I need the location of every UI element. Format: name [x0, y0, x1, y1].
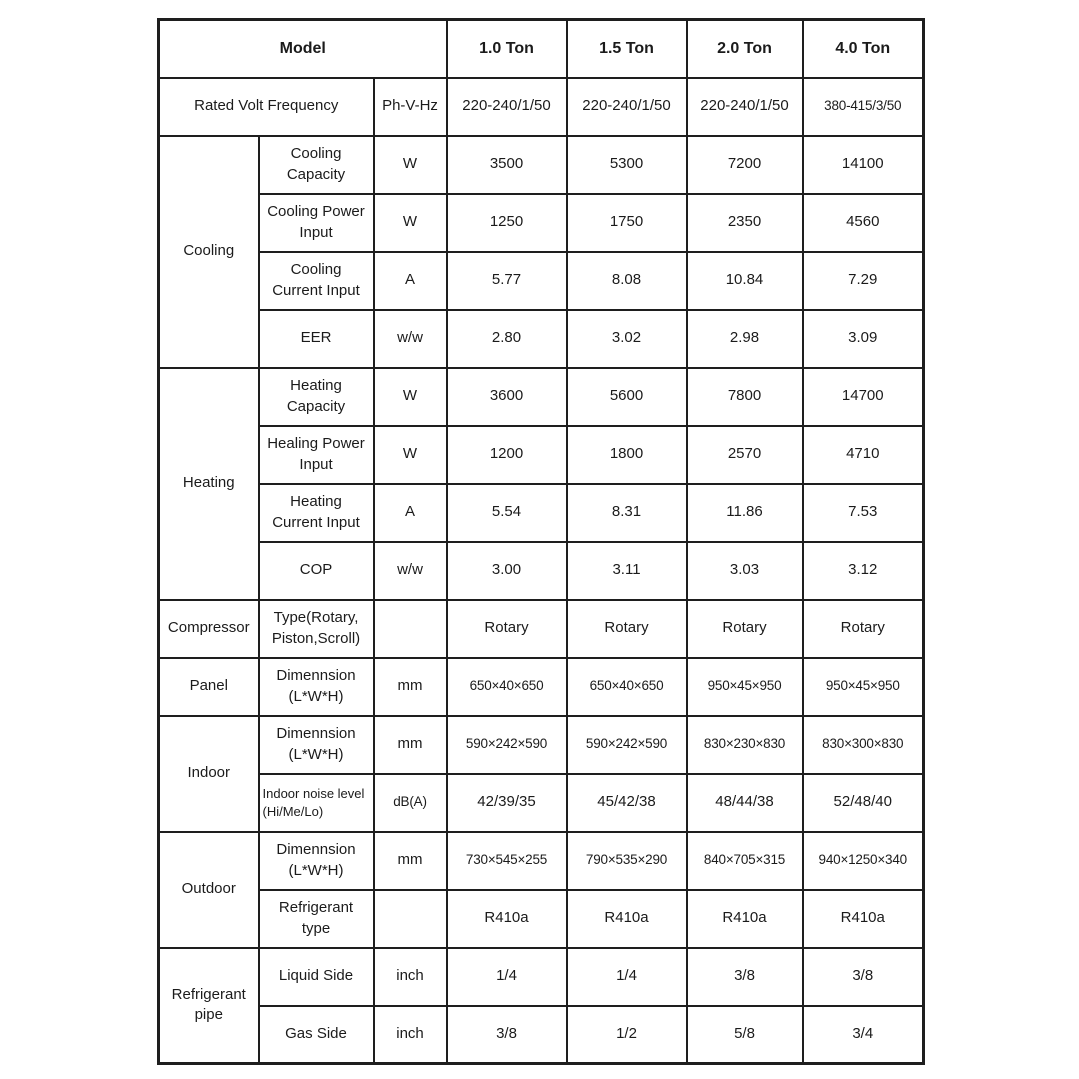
unit-cell: mm [374, 658, 447, 716]
value-cell: 7800 [687, 368, 803, 426]
table-row [159, 426, 924, 484]
value-cell: 220-240/1/50 [687, 78, 803, 136]
unit-cell: mm [374, 832, 447, 890]
value-cell: 650×40×650 [447, 658, 567, 716]
value-cell: 5.54 [447, 484, 567, 542]
value-cell: 5/8 [687, 1006, 803, 1064]
value-cell: 950×45×950 [687, 658, 803, 716]
parameter-label-cell: Indoor noise level (Hi/Me/Lo) [259, 774, 374, 832]
value-cell: 3500 [447, 136, 567, 194]
value-cell: 14100 [803, 136, 924, 194]
value-cell: 2350 [687, 194, 803, 252]
value-cell: Rotary [447, 600, 567, 658]
value-cell: 1750 [567, 194, 687, 252]
value-cell: 1250 [447, 194, 567, 252]
parameter-label-cell: Gas Side [259, 1006, 374, 1064]
value-cell: 42/39/35 [447, 774, 567, 832]
spec-table-body [159, 20, 924, 1064]
value-cell: 950×45×950 [803, 658, 924, 716]
parameter-label-cell: COP [259, 542, 374, 600]
unit-cell: W [374, 136, 447, 194]
unit-cell [374, 600, 447, 658]
table-row [159, 832, 924, 890]
unit-cell: mm [374, 716, 447, 774]
parameter-label-cell: EER [259, 310, 374, 368]
value-cell: 4560 [803, 194, 924, 252]
value-cell: 45/42/38 [567, 774, 687, 832]
table-row [159, 252, 924, 310]
value-cell: 3.11 [567, 542, 687, 600]
table-row [159, 136, 924, 194]
value-cell: 3.00 [447, 542, 567, 600]
value-cell: 11.86 [687, 484, 803, 542]
value-cell: 48/44/38 [687, 774, 803, 832]
unit-cell: A [374, 252, 447, 310]
value-cell: 1/4 [567, 948, 687, 1006]
value-cell: 1/4 [447, 948, 567, 1006]
table-row [159, 890, 924, 948]
value-cell: 2.98 [687, 310, 803, 368]
value-cell: 650×40×650 [567, 658, 687, 716]
value-cell: 940×1250×340 [803, 832, 924, 890]
value-cell: 730×545×255 [447, 832, 567, 890]
spec-table-container [157, 18, 925, 1065]
table-row [159, 948, 924, 1006]
parameter-label-cell: Dimennsion (L*W*H) [259, 832, 374, 890]
value-cell: Rotary [687, 600, 803, 658]
unit-cell: w/w [374, 310, 447, 368]
value-cell: 3600 [447, 368, 567, 426]
group-label-cell: Refrigerant pipe [159, 948, 259, 1064]
model-column-header-cell: 2.0 Ton [687, 20, 803, 78]
group-label-cell: Outdoor [159, 832, 259, 948]
parameter-label-cell: Liquid Side [259, 948, 374, 1006]
parameter-label-cell: Refrigerant type [259, 890, 374, 948]
value-cell: 380-415/3/50 [803, 78, 924, 136]
table-row [159, 600, 924, 658]
value-cell: 3/8 [447, 1006, 567, 1064]
unit-cell: W [374, 368, 447, 426]
table-row [159, 20, 924, 78]
table-row [159, 542, 924, 600]
value-cell: 3/8 [803, 948, 924, 1006]
value-cell: 590×242×590 [447, 716, 567, 774]
table-row [159, 368, 924, 426]
value-cell: 3/4 [803, 1006, 924, 1064]
value-cell: 220-240/1/50 [567, 78, 687, 136]
parameter-label-cell: Heating Capacity [259, 368, 374, 426]
parameter-label-cell: Dimennsion (L*W*H) [259, 658, 374, 716]
value-cell: Rotary [567, 600, 687, 658]
value-cell: 1/2 [567, 1006, 687, 1064]
value-cell: 5600 [567, 368, 687, 426]
unit-cell: W [374, 194, 447, 252]
value-cell: 590×242×590 [567, 716, 687, 774]
value-cell: 3.03 [687, 542, 803, 600]
unit-cell: Ph-V-Hz [374, 78, 447, 136]
value-cell: 4710 [803, 426, 924, 484]
value-cell: 830×230×830 [687, 716, 803, 774]
value-cell: 7200 [687, 136, 803, 194]
value-cell: 840×705×315 [687, 832, 803, 890]
value-cell: 3.09 [803, 310, 924, 368]
unit-cell [374, 890, 447, 948]
model-column-header-cell: 1.0 Ton [447, 20, 567, 78]
value-cell: 1800 [567, 426, 687, 484]
value-cell: 3/8 [687, 948, 803, 1006]
table-row [159, 716, 924, 774]
unit-cell: A [374, 484, 447, 542]
model-column-header-cell: 4.0 Ton [803, 20, 924, 78]
group-label-cell: Indoor [159, 716, 259, 832]
value-cell: R410a [687, 890, 803, 948]
table-row [159, 310, 924, 368]
model-column-header-cell: 1.5 Ton [567, 20, 687, 78]
value-cell: 830×300×830 [803, 716, 924, 774]
value-cell: 8.31 [567, 484, 687, 542]
unit-cell: inch [374, 948, 447, 1006]
value-cell: 2.80 [447, 310, 567, 368]
unit-cell: W [374, 426, 447, 484]
table-row [159, 1006, 924, 1064]
table-row [159, 194, 924, 252]
value-cell: 3.02 [567, 310, 687, 368]
value-cell: 52/48/40 [803, 774, 924, 832]
group-label-cell: Rated Volt Frequency [159, 78, 374, 136]
value-cell: 220-240/1/50 [447, 78, 567, 136]
unit-cell: w/w [374, 542, 447, 600]
value-cell: Rotary [803, 600, 924, 658]
table-row [159, 658, 924, 716]
unit-cell: dB(A) [374, 774, 447, 832]
parameter-label-cell: Cooling Power Input [259, 194, 374, 252]
value-cell: 7.29 [803, 252, 924, 310]
value-cell: R410a [803, 890, 924, 948]
parameter-label-cell: Heating Current Input [259, 484, 374, 542]
value-cell: 3.12 [803, 542, 924, 600]
group-label-cell: Cooling [159, 136, 259, 368]
value-cell: 790×535×290 [567, 832, 687, 890]
table-row [159, 774, 924, 832]
group-label-cell: Heating [159, 368, 259, 600]
model-header-cell: Model [159, 20, 447, 78]
group-label-cell: Panel [159, 658, 259, 716]
value-cell: 10.84 [687, 252, 803, 310]
value-cell: R410a [567, 890, 687, 948]
spec-table [157, 18, 925, 1065]
value-cell: 1200 [447, 426, 567, 484]
value-cell: R410a [447, 890, 567, 948]
value-cell: 7.53 [803, 484, 924, 542]
table-row [159, 484, 924, 542]
group-label-cell: Compressor [159, 600, 259, 658]
parameter-label-cell: Dimennsion (L*W*H) [259, 716, 374, 774]
parameter-label-cell: Healing Power Input [259, 426, 374, 484]
parameter-label-cell: Cooling Capacity [259, 136, 374, 194]
value-cell: 8.08 [567, 252, 687, 310]
parameter-label-cell: Type(Rotary, Piston,Scroll) [259, 600, 374, 658]
table-row [159, 78, 924, 136]
unit-cell: inch [374, 1006, 447, 1064]
value-cell: 5300 [567, 136, 687, 194]
value-cell: 14700 [803, 368, 924, 426]
value-cell: 5.77 [447, 252, 567, 310]
parameter-label-cell: Cooling Current Input [259, 252, 374, 310]
value-cell: 2570 [687, 426, 803, 484]
